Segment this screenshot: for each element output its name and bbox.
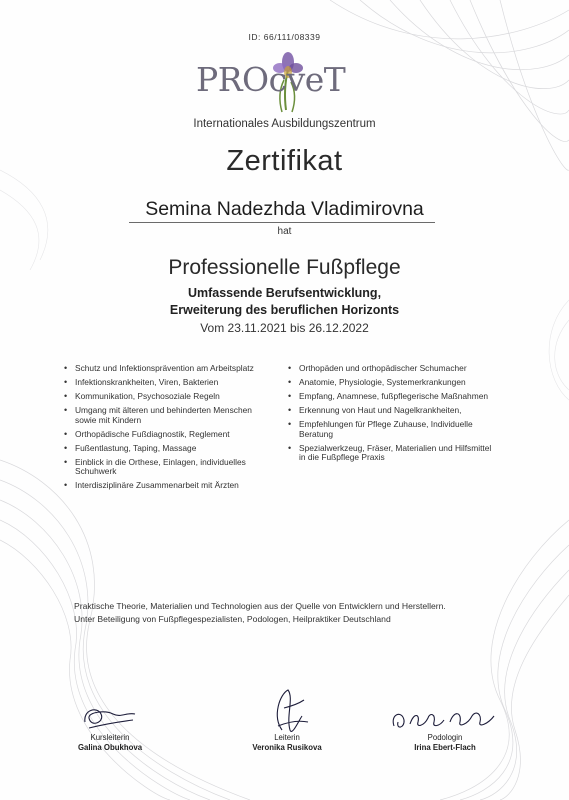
connector-text: hat (277, 226, 292, 237)
footer-line-2: Unter Beteiligung von Fußpflegespezialisten, Podologen, Heilpraktiker Deutschland (74, 614, 391, 624)
topic-list-left (64, 364, 270, 495)
course-subtitle-2: Erweiterung des beruflichen Horizonts (169, 303, 400, 317)
document-id: ID: 66/111/08339 (248, 32, 321, 42)
signature-block-kursleiterin (55, 692, 165, 752)
list-item: • Orthopäden und orthopädischer Schumacher (288, 364, 494, 374)
list-item: • Erkennung von Haut und Nagelkrankheiten, (288, 406, 494, 416)
list-item: • Spezialwerkzeug, Fräser, Materialien und Hilfsmittel in die Fußpflege Praxis (288, 444, 494, 463)
signer-role: Kursleiterin (90, 733, 130, 742)
course-subtitle-1: Umfassende Berufsentwicklung, (187, 286, 382, 300)
list-item: • Empfehlungen für Pflege Zuhause, Individuelle Beratung (288, 420, 494, 439)
list-item: • Umgang mit älteren und behinderten Menschen sowie mit Kindern (64, 406, 270, 425)
list-item: • Infektionskrankheiten, Viren, Bakterien (64, 378, 270, 388)
list-item: • Anatomie, Physiologie, Systemerkrankungen (288, 378, 494, 388)
logo-wordmark: PROcveT (196, 60, 346, 99)
list-item: • Kommunikation, Psychosoziale Regeln (64, 392, 270, 402)
list-item: • Einblick in die Orthese, Einlagen, individuelles Schuhwerk (64, 458, 270, 477)
institution-subtitle: Internationales Ausbildungszentrum (193, 118, 376, 130)
topic-list-right (288, 364, 494, 467)
course-title: Professionelle Fußpflege (168, 256, 401, 279)
footer-line-1: Praktische Theorie, Materialien und Technologien aus der Quelle von Entwicklern und Herstellern. (74, 601, 446, 611)
list-item: • Empfang, Anamnese, fußpflegerische Maßnahmen (288, 392, 494, 402)
course-dates: Vom 23.11.2021 bis 26.12.2022 (200, 321, 369, 335)
certificate-title: Zertifikat (226, 145, 343, 177)
signature-block-leiterin (232, 686, 342, 752)
list-item: • Fußentlastung, Taping, Massage (64, 444, 270, 454)
signer-name: Irina Ebert-Flach (414, 742, 476, 752)
list-item: • Orthopädische Fußdiagnostik, Reglement (64, 430, 270, 440)
recipient-name: Semina Nadezhda Vladimirovna (145, 198, 424, 220)
footer-note (74, 600, 504, 626)
signer-name: Veronika Rusikova (252, 742, 322, 752)
signature-block-podologin (380, 700, 510, 752)
signer-role: Podologin (427, 733, 463, 742)
signer-role: Leiterin (274, 733, 300, 742)
name-underline (129, 222, 435, 223)
list-item: • Interdisziplinäre Zusammenarbeit mit Ärzten (64, 481, 270, 491)
signer-name: Galina Obukhova (77, 742, 143, 752)
list-item: • Schutz und Infektionsprävention am Arbeitsplatz (64, 364, 270, 374)
